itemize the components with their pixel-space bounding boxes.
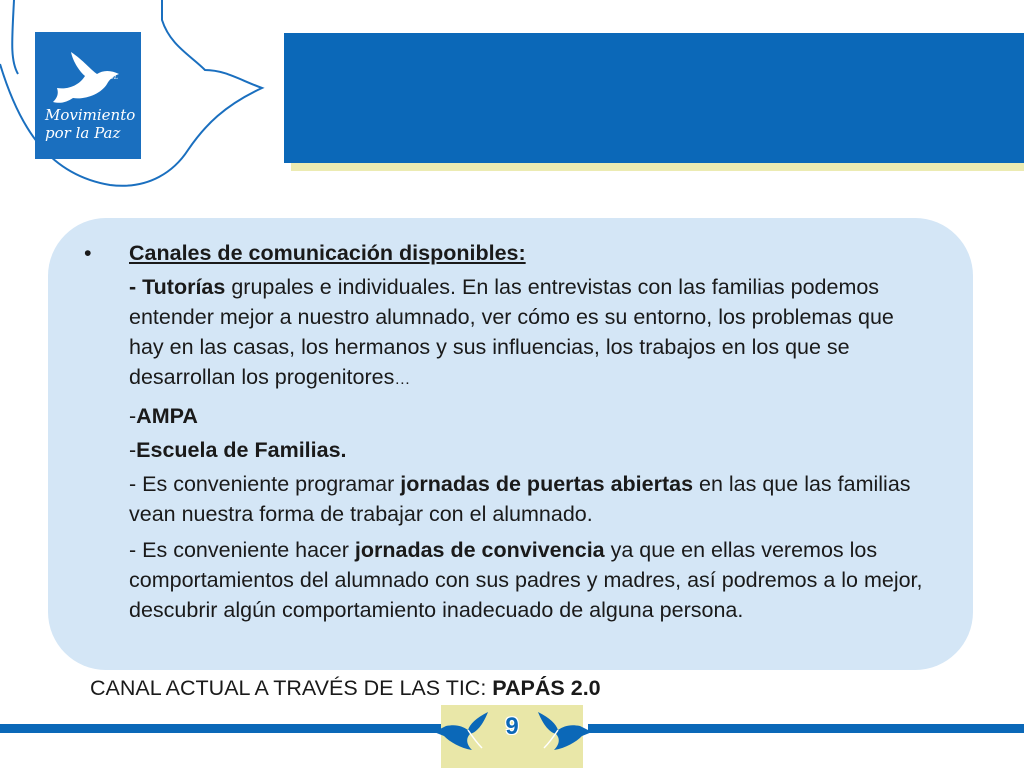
dove-right-arrow-icon[interactable] <box>536 708 594 754</box>
logo <box>35 32 141 159</box>
ampa-bold: AMPA <box>136 404 198 428</box>
logo-line1: Movimiento <box>45 106 136 124</box>
paragraph-convivencia <box>84 535 924 625</box>
bullet-heading-row <box>84 238 924 268</box>
convivencia-post: ya que en ellas veremos los comportamientos del alumnado con sus padres y madres, así podremos a lo mejor, descubrir algún comportamiento inadecuado de alguna persona. <box>129 538 923 622</box>
logo-small-text: MPDL <box>99 74 118 81</box>
logo-text <box>45 106 135 142</box>
section-heading: Canales de comunicación disponibles: <box>129 241 526 265</box>
logo-line2: por la Paz <box>45 124 121 142</box>
paragraph-ampa <box>84 401 924 431</box>
canal-actual-line <box>90 676 601 701</box>
puertas-pre: - Es conveniente programar <box>129 472 401 496</box>
puertas-bold: jornadas de puertas abiertas <box>400 472 694 496</box>
header-bar <box>284 33 1024 163</box>
canal-bold: PAPÁS 2.0 <box>492 676 601 700</box>
convivencia-bold: jornadas de convivencia <box>354 538 605 562</box>
tutorias-ellipsis: … <box>394 371 411 388</box>
tutorias-bold: - Tutorías <box>129 275 226 299</box>
bottom-rule-left <box>0 724 450 733</box>
bottom-rule-right <box>588 724 1024 733</box>
escuela-bold: Escuela de Familias. <box>136 438 347 462</box>
tutorias-text: grupales e individuales. En las entrevistas con las familias podemos entender mejor a nuestro alumnado, ver cómo es su entorno, los problemas que hay en las casas, los hermanos y sus influencias, los trabajos en los que se desarrollan los progenitores <box>129 275 894 389</box>
convivencia-pre: - Es conveniente hacer <box>129 538 355 562</box>
page-number: 9 <box>505 713 519 740</box>
escuela-dash: - <box>129 438 137 462</box>
paragraph-puertas-abiertas <box>84 469 924 529</box>
canal-text: CANAL ACTUAL A TRAVÉS DE LAS TIC: <box>90 676 493 700</box>
bullet-symbol: • <box>84 241 92 265</box>
paragraph-escuela <box>84 435 924 465</box>
dove-left-arrow-icon[interactable] <box>432 708 490 754</box>
puertas-post: en las que las familias vean nuestra forma de trabajar con el alumnado. <box>129 472 911 526</box>
content-text <box>84 238 924 631</box>
paragraph-tutorias <box>84 272 924 395</box>
ampa-dash: - <box>129 404 137 428</box>
